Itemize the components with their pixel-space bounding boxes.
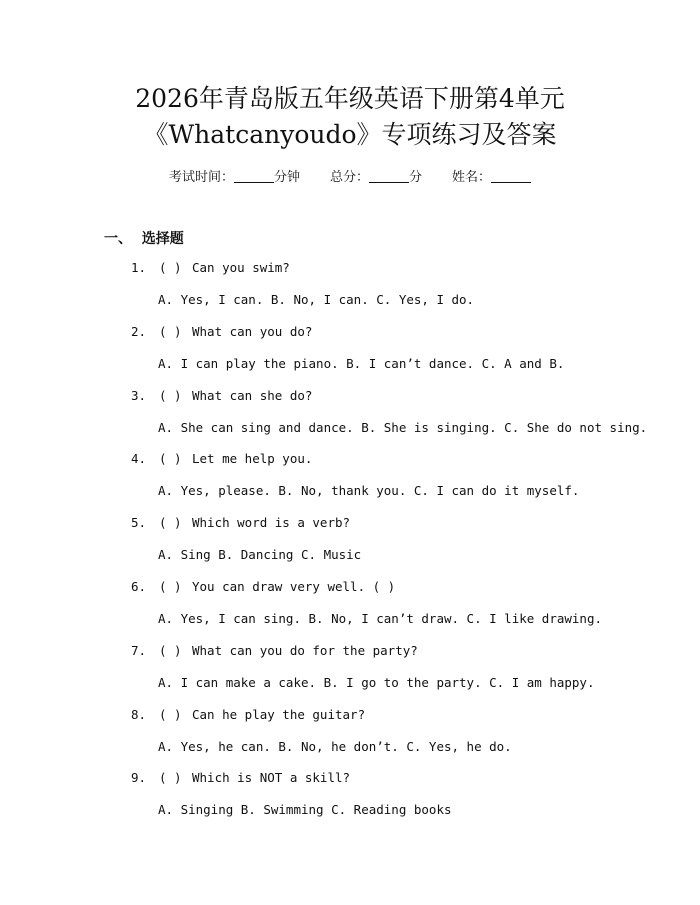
question-number: 8.	[131, 706, 147, 722]
question-options: A. Yes, I can. B. No, I can. C. Yes, I do.	[158, 292, 475, 307]
document-title-line2: 《Whatcanyoudo》专项练习及答案	[143, 120, 557, 149]
answer-blank: ( )	[159, 706, 182, 722]
question-options: A. Yes, I can sing. B. No, I can’t draw. C. I like drawing.	[158, 610, 603, 626]
document-title-line1: 2026年青岛版五年级英语下册第4单元	[135, 84, 565, 113]
question-options: A. Sing B. Dancing C. Music	[158, 547, 362, 563]
answer-blank: ( )	[159, 515, 182, 531]
time-label: 考试时间：	[168, 170, 234, 185]
question-line	[131, 449, 312, 469]
question-text: Can you swim?	[192, 260, 290, 275]
answer-blank: ( )	[159, 387, 182, 403]
question-line	[131, 513, 350, 533]
answer-blank: ( )	[159, 770, 182, 786]
question-item	[0, 322, 700, 386]
question-text: Which word is a verb?	[192, 515, 351, 531]
answer-blank: ( )	[159, 260, 182, 275]
score-unit: 分	[409, 170, 423, 185]
question-line	[131, 577, 395, 597]
question-item	[0, 258, 700, 322]
question-number: 6.	[131, 578, 147, 594]
score-label: 总分：	[329, 170, 369, 185]
question-number: 7.	[131, 642, 147, 658]
question-line	[131, 641, 418, 661]
score-blank	[369, 168, 409, 183]
question-text: What can you do?	[192, 323, 313, 339]
question-options: A. Singing B. Swimming C. Reading books	[158, 802, 452, 818]
question-options: A. Yes, he can. B. No, he don’t. C. Yes, he do.	[158, 738, 512, 754]
answer-blank: ( )	[159, 451, 182, 467]
question-number: 9.	[131, 770, 147, 786]
question-text: What can she do?	[192, 387, 313, 403]
question-number: 1.	[131, 260, 147, 275]
exam-info	[0, 168, 700, 188]
time-unit: 分钟	[273, 170, 300, 185]
question-options: A. I can make a cake. B. I go to the party. C. I am happy.	[158, 674, 595, 690]
question-number: 4.	[131, 451, 147, 467]
question-list	[0, 258, 700, 832]
question-line	[131, 322, 312, 342]
question-number: 2.	[131, 323, 147, 339]
question-item	[0, 386, 700, 450]
question-line	[131, 705, 365, 725]
question-number: 5.	[131, 515, 147, 531]
question-options: A. Yes, please. B. No, thank you. C. I can do it myself.	[158, 483, 580, 499]
time-blank	[234, 168, 274, 183]
question-item	[0, 513, 700, 577]
question-item	[0, 449, 700, 513]
question-item	[0, 768, 700, 832]
question-text: You can draw very well. ( )	[192, 578, 396, 594]
question-number: 3.	[131, 387, 147, 403]
question-text: Which is NOT a skill?	[192, 770, 351, 786]
name-blank	[491, 168, 531, 183]
question-item	[0, 577, 700, 641]
question-line	[131, 386, 312, 406]
answer-blank: ( )	[159, 578, 182, 594]
question-text: What can you do for the party?	[192, 642, 418, 658]
section-title: 一、 选择题	[104, 231, 184, 247]
question-text: Let me help you.	[192, 451, 313, 467]
answer-blank: ( )	[159, 323, 182, 339]
question-item	[0, 641, 700, 705]
question-item	[0, 705, 700, 769]
name-label: 姓名：	[452, 170, 492, 185]
question-options: A. I can play the piano. B. I can’t dance. C. A and B.	[158, 355, 565, 371]
question-text: Can he play the guitar?	[192, 706, 366, 722]
question-options: A. She can sing and dance. B. She is singing. C. She do not sing.	[158, 419, 648, 435]
question-line	[131, 768, 350, 788]
answer-blank: ( )	[159, 642, 182, 658]
question-line	[131, 258, 290, 278]
